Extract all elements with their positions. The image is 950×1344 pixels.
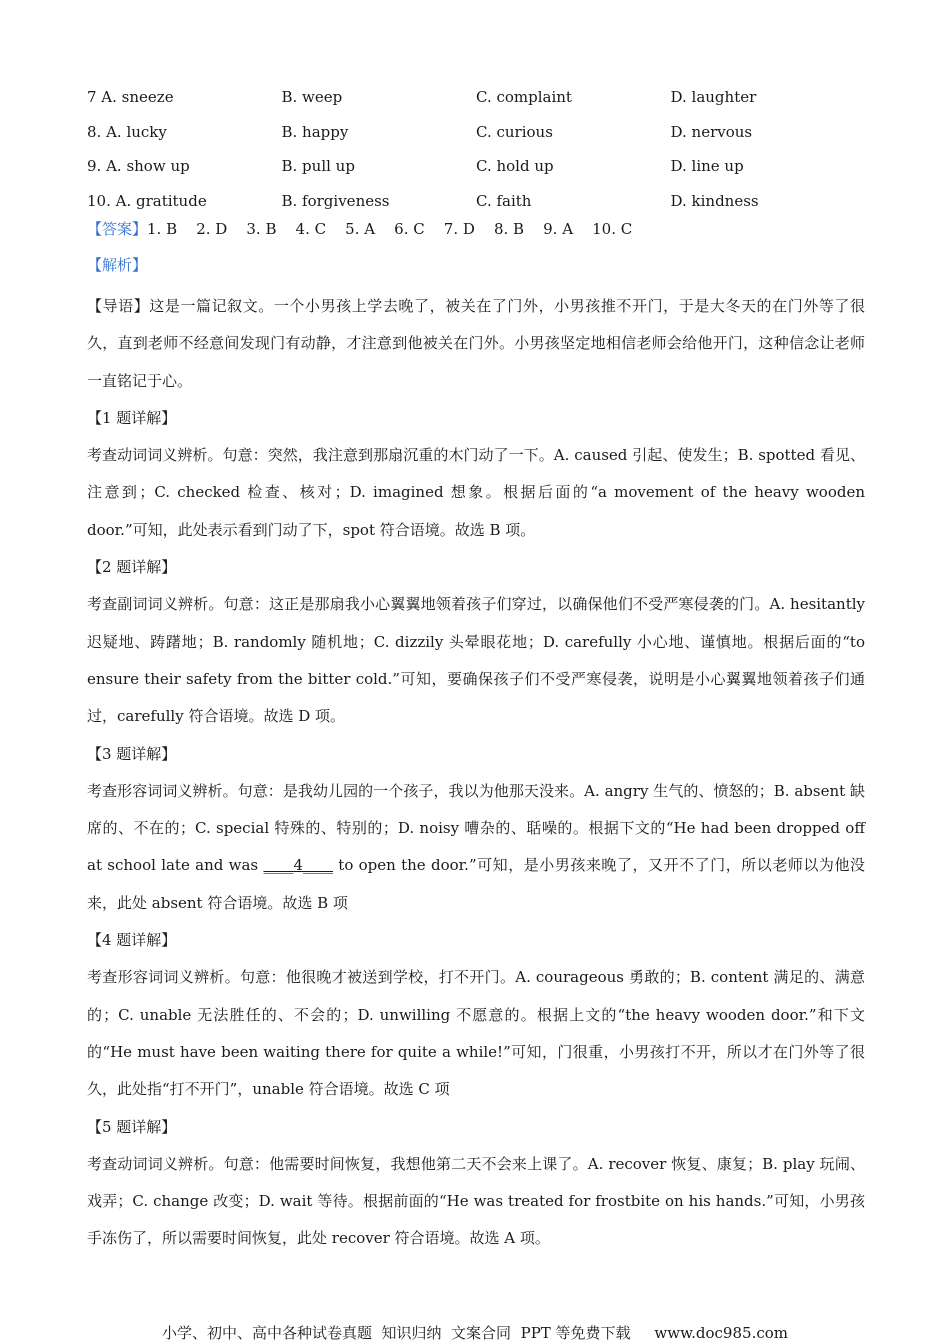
option-cell: 9. A. show up [87, 157, 190, 176]
option-cell: 8. A. lucky [87, 122, 167, 141]
explanation-body [87, 288, 865, 1258]
option-cell: B. forgiveness [281, 191, 390, 210]
option-cell: B. happy [281, 122, 349, 141]
q2-heading: 【2 题详解】 [87, 558, 177, 577]
q3-heading: 【3 题详解】 [87, 744, 177, 763]
q4-explanation: 考查形容词词义辨析。句意：他很晚才被送到学校，打不开门。A. courageous 勇敢的；B. content 满足的、满意的；C. unable 无法胜任的、不会的；D. unwilling 不愿意的。根据上文的“the heavy wooden door.”和下文的“He must have been waiting there for quite a while!”可知，门很重，小男孩打不开，所以才在门外等了很久，此处指“打不开门”，unable 符合语境。故选 C 项 [87, 968, 865, 1099]
answer-tag: 【答案】 [87, 220, 148, 238]
option-cell: B. weep [281, 88, 343, 107]
q3-blank: ____4____ [263, 856, 333, 875]
option-row-8 [87, 115, 887, 150]
option-row-7 [87, 80, 887, 115]
q1-heading: 【1 题详解】 [87, 408, 177, 427]
q3-explanation [87, 773, 865, 922]
answer-text: 1. B 2. D 3. B 4. C 5. A 6. C 7. D 8. B 9. A 10. C [147, 220, 633, 238]
q5-explanation: 考查动词词义辨析。句意：他需要时间恢复，我想他第二天不会来上课了。A. recover 恢复、康复；B. play 玩闹、戏弄；C. change 改变；D. wait 等待。根据前面的“He was treated for frostbite on his hands.”可知，小男孩手冻伤了，所以需要时间恢复，此处 recover 符合语境。故选 A 项。 [87, 1154, 865, 1248]
answer-key [87, 218, 632, 239]
options-table [87, 80, 887, 218]
option-cell: D. line up [670, 157, 744, 176]
option-cell: C. complaint [476, 88, 572, 107]
guide-text: 这是一篇记叙文。一个小男孩上学去晚了，被关在了门外，小男孩推不开门，于是大冬天的在门外等了很久，直到老师不经意间发现门有动静，才注意到他被关在门外。小男孩坚定地相信老师会给他开门，这种信念让老师一直铭记于心。 [87, 297, 865, 390]
guide-label: 【导语】 [87, 297, 150, 315]
q4-heading: 【4 题详解】 [87, 931, 177, 950]
analysis-tag: 【解析】 [87, 256, 148, 274]
option-row-10 [87, 184, 887, 219]
guide-paragraph [87, 288, 865, 400]
q5-heading: 【5 题详解】 [87, 1117, 177, 1136]
q3-text-before: 考查形容词词义辨析。句意：是我幼儿园的一个孩子，我以为他那天没来。A. angry 生气的、愤怒的；B. absent 缺席的、不在的；C. special 特殊的、特别的；D. noisy 嘈杂的、聒噪的。根据下文的“He had been dropped off at school late and was [87, 781, 865, 875]
option-row-9 [87, 149, 887, 184]
q2-explanation: 考查副词词义辨析。句意：这正是那扇我小心翼翼地领着孩子们穿过，以确保他们不受严寒侵袭的门。A. hesitantly 迟疑地、踌躇地；B. randomly 随机地；C. dizzily 头晕眼花地；D. carefully 小心地、谨慎地。根据后面的“to ensure their safety from the bitter cold.”可知，要确保孩子们不受严寒侵袭，说明是小心翼翼地领着孩子们通过，carefully 符合语境。故选 D 项。 [87, 595, 865, 726]
option-cell: D. kindness [670, 191, 759, 210]
option-cell: B. pull up [281, 157, 355, 176]
option-cell: 10. A. gratitude [87, 191, 207, 210]
q1-explanation: 考查动词词义辨析。句意：突然，我注意到那扇沉重的木门动了一下。A. caused 引起、使发生；B. spotted 看见、注意到；C. checked 检查、核对；D. imagined 想象。根据后面的“a movement of the heavy wooden door.”可知，此处表示看到门动了下，spot 符合语境。故选 B 项。 [87, 446, 865, 539]
option-cell: C. curious [476, 122, 553, 141]
q3-text-after: to open the door.”可知，是小男孩来晚了，又开不了门，所以老师以为他没来，此处 absent 符合语境。故选 B 项 [87, 856, 865, 912]
page-footer: 小学、初中、高中各种试卷真题 知识归纳 文案合同 PPT 等免费下载 www.doc985.com [161, 1324, 788, 1342]
option-cell: 7 A. sneeze [87, 88, 174, 107]
option-cell: D. nervous [670, 122, 753, 141]
option-cell: C. faith [476, 191, 532, 210]
option-cell: D. laughter [670, 88, 757, 107]
option-cell: C. hold up [476, 157, 554, 176]
